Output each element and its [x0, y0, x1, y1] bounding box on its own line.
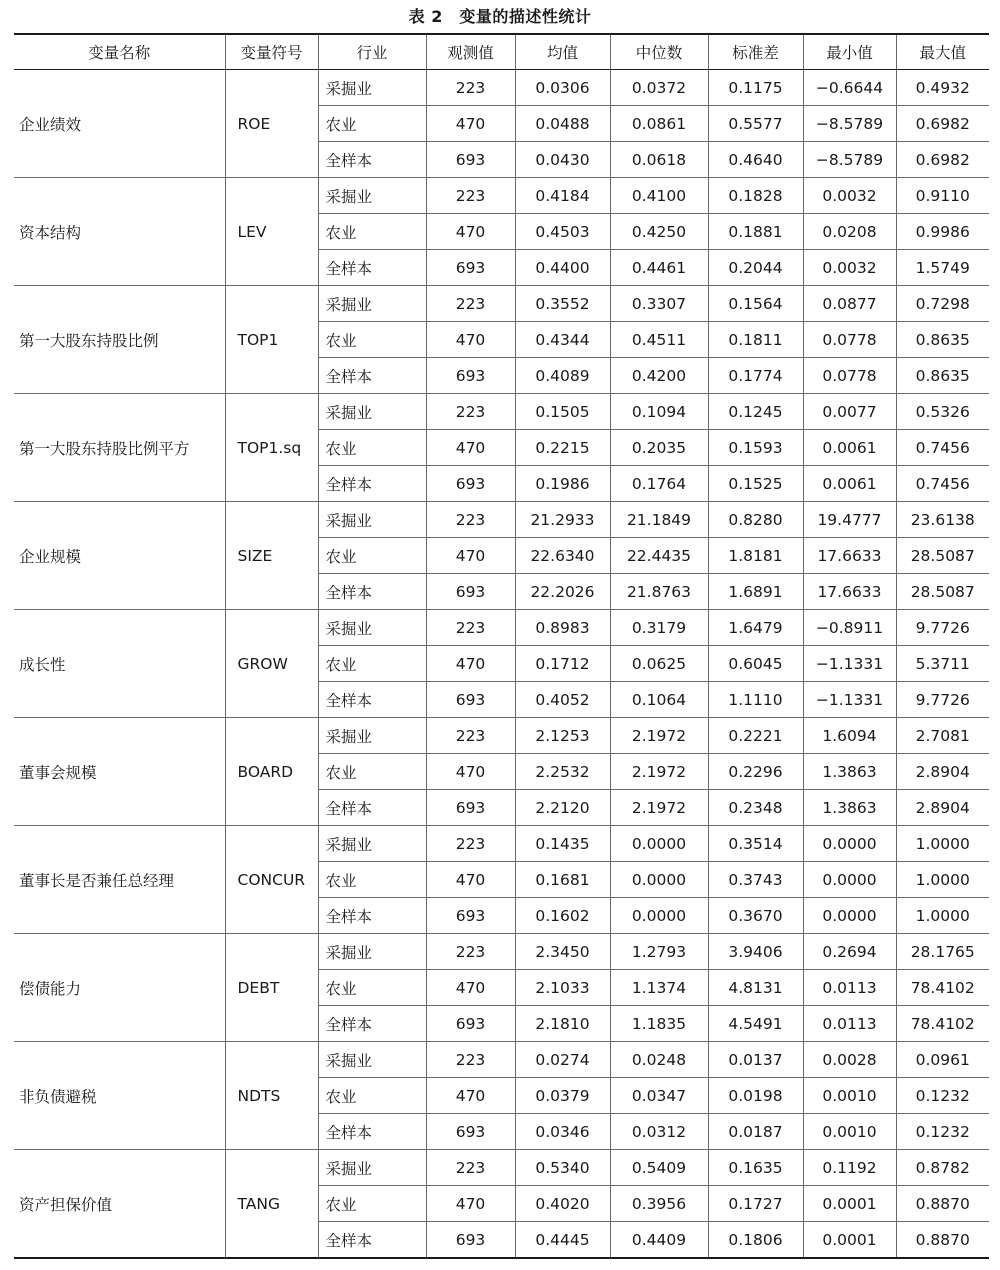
observations-cell: 693 — [426, 682, 515, 718]
table-row — [14, 286, 989, 322]
mean-cell: 22.2026 — [515, 574, 610, 610]
observations-cell: 693 — [426, 790, 515, 826]
median-cell: 0.0248 — [610, 1042, 708, 1078]
max-cell: 0.8635 — [896, 322, 989, 358]
median-cell: 0.0861 — [610, 106, 708, 142]
observations-cell: 470 — [426, 106, 515, 142]
observations-cell: 470 — [426, 1186, 515, 1222]
table-row — [14, 1150, 989, 1186]
max-cell: 0.8870 — [896, 1222, 989, 1259]
mean-cell: 0.1681 — [515, 862, 610, 898]
industry-cell: 全样本 — [318, 574, 426, 610]
max-cell: 0.7456 — [896, 430, 989, 466]
variable-name-cell: 企业绩效 — [14, 70, 225, 178]
variable-symbol-cell: TANG — [225, 1150, 318, 1259]
variable-symbol-cell: GROW — [225, 610, 318, 718]
table-body — [14, 70, 989, 1259]
industry-cell: 采掘业 — [318, 178, 426, 214]
std-dev-cell: 1.8181 — [708, 538, 803, 574]
min-cell: −1.1331 — [803, 646, 896, 682]
median-cell: 1.1374 — [610, 970, 708, 1006]
std-dev-cell: 0.1564 — [708, 286, 803, 322]
min-cell: 0.0113 — [803, 1006, 896, 1042]
mean-cell: 0.0346 — [515, 1114, 610, 1150]
variable-symbol-cell: DEBT — [225, 934, 318, 1042]
industry-cell: 采掘业 — [318, 286, 426, 322]
header-industry: 行业 — [318, 34, 426, 70]
mean-cell: 0.1712 — [515, 646, 610, 682]
observations-cell: 470 — [426, 862, 515, 898]
observations-cell: 470 — [426, 430, 515, 466]
mean-cell: 0.0274 — [515, 1042, 610, 1078]
max-cell: 0.7456 — [896, 466, 989, 502]
variable-name-cell: 董事会规模 — [14, 718, 225, 826]
min-cell: −1.1331 — [803, 682, 896, 718]
mean-cell: 0.0379 — [515, 1078, 610, 1114]
std-dev-cell: 0.1811 — [708, 322, 803, 358]
variable-name-cell: 第一大股东持股比例平方 — [14, 394, 225, 502]
observations-cell: 223 — [426, 1150, 515, 1186]
industry-cell: 全样本 — [318, 358, 426, 394]
median-cell: 0.5409 — [610, 1150, 708, 1186]
observations-cell: 693 — [426, 1006, 515, 1042]
min-cell: 0.0000 — [803, 862, 896, 898]
min-cell: 0.0778 — [803, 322, 896, 358]
industry-cell: 采掘业 — [318, 70, 426, 106]
min-cell: 1.3863 — [803, 790, 896, 826]
min-cell: −0.8911 — [803, 610, 896, 646]
table-row — [14, 178, 989, 214]
std-dev-cell: 1.6891 — [708, 574, 803, 610]
industry-cell: 全样本 — [318, 142, 426, 178]
observations-cell: 223 — [426, 610, 515, 646]
max-cell: 9.7726 — [896, 610, 989, 646]
observations-cell: 470 — [426, 214, 515, 250]
median-cell: 0.3179 — [610, 610, 708, 646]
median-cell: 0.0000 — [610, 898, 708, 934]
variable-symbol-cell: TOP1 — [225, 286, 318, 394]
observations-cell: 223 — [426, 178, 515, 214]
table-row — [14, 826, 989, 862]
observations-cell: 470 — [426, 646, 515, 682]
std-dev-cell: 0.2296 — [708, 754, 803, 790]
median-cell: 21.8763 — [610, 574, 708, 610]
max-cell: 28.5087 — [896, 574, 989, 610]
variable-symbol-cell: SIZE — [225, 502, 318, 610]
max-cell: 0.9110 — [896, 178, 989, 214]
median-cell: 0.4250 — [610, 214, 708, 250]
mean-cell: 0.0488 — [515, 106, 610, 142]
std-dev-cell: 0.3670 — [708, 898, 803, 934]
observations-cell: 223 — [426, 286, 515, 322]
std-dev-cell: 0.1635 — [708, 1150, 803, 1186]
min-cell: 19.4777 — [803, 502, 896, 538]
std-dev-cell: 0.1593 — [708, 430, 803, 466]
mean-cell: 2.1033 — [515, 970, 610, 1006]
max-cell: 0.9986 — [896, 214, 989, 250]
header-row — [14, 34, 989, 70]
max-cell: 0.7298 — [896, 286, 989, 322]
std-dev-cell: 0.2044 — [708, 250, 803, 286]
median-cell: 0.0000 — [610, 826, 708, 862]
min-cell: 0.0208 — [803, 214, 896, 250]
std-dev-cell: 0.1881 — [708, 214, 803, 250]
variable-name-cell: 资产担保价值 — [14, 1150, 225, 1259]
observations-cell: 693 — [426, 250, 515, 286]
observations-cell: 223 — [426, 1042, 515, 1078]
table-row — [14, 394, 989, 430]
median-cell: 2.1972 — [610, 790, 708, 826]
industry-cell: 农业 — [318, 754, 426, 790]
industry-cell: 全样本 — [318, 1222, 426, 1259]
mean-cell: 0.0430 — [515, 142, 610, 178]
min-cell: 17.6633 — [803, 538, 896, 574]
median-cell: 0.4200 — [610, 358, 708, 394]
std-dev-cell: 0.3743 — [708, 862, 803, 898]
table-row — [14, 934, 989, 970]
max-cell: 0.1232 — [896, 1114, 989, 1150]
observations-cell: 693 — [426, 358, 515, 394]
mean-cell: 0.4052 — [515, 682, 610, 718]
mean-cell: 0.1435 — [515, 826, 610, 862]
observations-cell: 223 — [426, 70, 515, 106]
min-cell: 0.0000 — [803, 826, 896, 862]
variable-symbol-cell: NDTS — [225, 1042, 318, 1150]
max-cell: 5.3711 — [896, 646, 989, 682]
std-dev-cell: 0.1828 — [708, 178, 803, 214]
std-dev-cell: 0.0198 — [708, 1078, 803, 1114]
variable-name-cell: 成长性 — [14, 610, 225, 718]
mean-cell: 2.2120 — [515, 790, 610, 826]
industry-cell: 采掘业 — [318, 934, 426, 970]
min-cell: 0.0032 — [803, 178, 896, 214]
max-cell: 28.5087 — [896, 538, 989, 574]
max-cell: 0.5326 — [896, 394, 989, 430]
table-row — [14, 1042, 989, 1078]
std-dev-cell: 0.1727 — [708, 1186, 803, 1222]
min-cell: 0.0000 — [803, 898, 896, 934]
mean-cell: 2.3450 — [515, 934, 610, 970]
industry-cell: 全样本 — [318, 1114, 426, 1150]
industry-cell: 农业 — [318, 214, 426, 250]
median-cell: 1.1835 — [610, 1006, 708, 1042]
mean-cell: 0.1602 — [515, 898, 610, 934]
mean-cell: 21.2933 — [515, 502, 610, 538]
mean-cell: 0.4020 — [515, 1186, 610, 1222]
std-dev-cell: 0.4640 — [708, 142, 803, 178]
industry-cell: 农业 — [318, 322, 426, 358]
max-cell: 1.0000 — [896, 826, 989, 862]
industry-cell: 农业 — [318, 970, 426, 1006]
variable-name-cell: 偿债能力 — [14, 934, 225, 1042]
min-cell: 1.6094 — [803, 718, 896, 754]
mean-cell: 0.4445 — [515, 1222, 610, 1259]
industry-cell: 农业 — [318, 1078, 426, 1114]
mean-cell: 2.1810 — [515, 1006, 610, 1042]
std-dev-cell: 0.3514 — [708, 826, 803, 862]
max-cell: 1.0000 — [896, 898, 989, 934]
industry-cell: 采掘业 — [318, 610, 426, 646]
table-row — [14, 610, 989, 646]
min-cell: 0.0010 — [803, 1114, 896, 1150]
min-cell: 0.0061 — [803, 430, 896, 466]
min-cell: 0.2694 — [803, 934, 896, 970]
max-cell: 0.8870 — [896, 1186, 989, 1222]
mean-cell: 0.4344 — [515, 322, 610, 358]
variable-symbol-cell: TOP1.sq — [225, 394, 318, 502]
max-cell: 0.8635 — [896, 358, 989, 394]
industry-cell: 全样本 — [318, 790, 426, 826]
mean-cell: 0.3552 — [515, 286, 610, 322]
observations-cell: 223 — [426, 394, 515, 430]
header-observations: 观测值 — [426, 34, 515, 70]
min-cell: 0.0778 — [803, 358, 896, 394]
min-cell: 0.0010 — [803, 1078, 896, 1114]
observations-cell: 693 — [426, 142, 515, 178]
median-cell: 0.0372 — [610, 70, 708, 106]
observations-cell: 693 — [426, 898, 515, 934]
table-title: 表 2 变量的描述性统计 — [408, 7, 592, 26]
median-cell: 0.0618 — [610, 142, 708, 178]
industry-cell: 采掘业 — [318, 826, 426, 862]
max-cell: 0.0961 — [896, 1042, 989, 1078]
mean-cell: 0.8983 — [515, 610, 610, 646]
max-cell: 9.7726 — [896, 682, 989, 718]
min-cell: −0.6644 — [803, 70, 896, 106]
std-dev-cell: 0.1245 — [708, 394, 803, 430]
min-cell: −8.5789 — [803, 106, 896, 142]
median-cell: 2.1972 — [610, 754, 708, 790]
variable-name-cell: 董事长是否兼任总经理 — [14, 826, 225, 934]
industry-cell: 农业 — [318, 646, 426, 682]
industry-cell: 全样本 — [318, 466, 426, 502]
table-row — [14, 718, 989, 754]
std-dev-cell: 0.2221 — [708, 718, 803, 754]
min-cell: 0.0028 — [803, 1042, 896, 1078]
header-min: 最小值 — [803, 34, 896, 70]
mean-cell: 0.2215 — [515, 430, 610, 466]
observations-cell: 223 — [426, 502, 515, 538]
variable-symbol-cell: CONCUR — [225, 826, 318, 934]
observations-cell: 470 — [426, 754, 515, 790]
header-median: 中位数 — [610, 34, 708, 70]
std-dev-cell: 0.0137 — [708, 1042, 803, 1078]
industry-cell: 采掘业 — [318, 502, 426, 538]
header-variable-symbol: 变量符号 — [225, 34, 318, 70]
mean-cell: 0.0306 — [515, 70, 610, 106]
industry-cell: 采掘业 — [318, 1150, 426, 1186]
industry-cell: 农业 — [318, 430, 426, 466]
variable-name-cell: 资本结构 — [14, 178, 225, 286]
median-cell: 22.4435 — [610, 538, 708, 574]
std-dev-cell: 0.6045 — [708, 646, 803, 682]
median-cell: 0.0312 — [610, 1114, 708, 1150]
observations-cell: 223 — [426, 718, 515, 754]
min-cell: 17.6633 — [803, 574, 896, 610]
mean-cell: 0.5340 — [515, 1150, 610, 1186]
mean-cell: 0.4089 — [515, 358, 610, 394]
median-cell: 2.1972 — [610, 718, 708, 754]
max-cell: 0.6982 — [896, 142, 989, 178]
industry-cell: 采掘业 — [318, 718, 426, 754]
max-cell: 0.4932 — [896, 70, 989, 106]
min-cell: 0.0877 — [803, 286, 896, 322]
mean-cell: 2.2532 — [515, 754, 610, 790]
median-cell: 0.0347 — [610, 1078, 708, 1114]
max-cell: 0.1232 — [896, 1078, 989, 1114]
median-cell: 21.1849 — [610, 502, 708, 538]
median-cell: 0.1064 — [610, 682, 708, 718]
std-dev-cell: 1.1110 — [708, 682, 803, 718]
std-dev-cell: 0.1806 — [708, 1222, 803, 1259]
observations-cell: 693 — [426, 1114, 515, 1150]
std-dev-cell: 0.1525 — [708, 466, 803, 502]
max-cell: 23.6138 — [896, 502, 989, 538]
industry-cell: 农业 — [318, 862, 426, 898]
descriptive-statistics-table — [14, 33, 989, 1259]
max-cell: 28.1765 — [896, 934, 989, 970]
median-cell: 0.2035 — [610, 430, 708, 466]
industry-cell: 全样本 — [318, 1006, 426, 1042]
min-cell: 0.0061 — [803, 466, 896, 502]
min-cell: 0.0032 — [803, 250, 896, 286]
std-dev-cell: 0.2348 — [708, 790, 803, 826]
max-cell: 2.8904 — [896, 790, 989, 826]
industry-cell: 农业 — [318, 1186, 426, 1222]
industry-cell: 全样本 — [318, 250, 426, 286]
min-cell: 0.0113 — [803, 970, 896, 1006]
median-cell: 0.3956 — [610, 1186, 708, 1222]
min-cell: 0.0001 — [803, 1222, 896, 1259]
header-max: 最大值 — [896, 34, 989, 70]
observations-cell: 693 — [426, 466, 515, 502]
table-row — [14, 70, 989, 106]
min-cell: 0.0001 — [803, 1186, 896, 1222]
std-dev-cell: 4.5491 — [708, 1006, 803, 1042]
table-row — [14, 502, 989, 538]
std-dev-cell: 0.1774 — [708, 358, 803, 394]
std-dev-cell: 4.8131 — [708, 970, 803, 1006]
industry-cell: 农业 — [318, 538, 426, 574]
median-cell: 1.2793 — [610, 934, 708, 970]
mean-cell: 0.4400 — [515, 250, 610, 286]
median-cell: 0.4511 — [610, 322, 708, 358]
industry-cell: 采掘业 — [318, 1042, 426, 1078]
median-cell: 0.3307 — [610, 286, 708, 322]
median-cell: 0.4100 — [610, 178, 708, 214]
mean-cell: 22.6340 — [515, 538, 610, 574]
max-cell: 0.6982 — [896, 106, 989, 142]
variable-symbol-cell: LEV — [225, 178, 318, 286]
mean-cell: 2.1253 — [515, 718, 610, 754]
std-dev-cell: 0.1175 — [708, 70, 803, 106]
std-dev-cell: 0.8280 — [708, 502, 803, 538]
observations-cell: 470 — [426, 1078, 515, 1114]
median-cell: 0.4409 — [610, 1222, 708, 1259]
median-cell: 0.0625 — [610, 646, 708, 682]
variable-name-cell: 企业规模 — [14, 502, 225, 610]
max-cell: 1.5749 — [896, 250, 989, 286]
max-cell: 78.4102 — [896, 970, 989, 1006]
industry-cell: 全样本 — [318, 682, 426, 718]
industry-cell: 农业 — [318, 106, 426, 142]
observations-cell: 223 — [426, 826, 515, 862]
median-cell: 0.4461 — [610, 250, 708, 286]
median-cell: 0.1764 — [610, 466, 708, 502]
min-cell: 1.3863 — [803, 754, 896, 790]
std-dev-cell: 3.9406 — [708, 934, 803, 970]
variable-name-cell: 第一大股东持股比例 — [14, 286, 225, 394]
min-cell: 0.0077 — [803, 394, 896, 430]
observations-cell: 470 — [426, 970, 515, 1006]
mean-cell: 0.1986 — [515, 466, 610, 502]
min-cell: 0.1192 — [803, 1150, 896, 1186]
observations-cell: 693 — [426, 1222, 515, 1259]
max-cell: 0.8782 — [896, 1150, 989, 1186]
max-cell: 2.8904 — [896, 754, 989, 790]
variable-name-cell: 非负债避税 — [14, 1042, 225, 1150]
std-dev-cell: 1.6479 — [708, 610, 803, 646]
header-mean: 均值 — [515, 34, 610, 70]
max-cell: 2.7081 — [896, 718, 989, 754]
observations-cell: 470 — [426, 538, 515, 574]
observations-cell: 693 — [426, 574, 515, 610]
industry-cell: 采掘业 — [318, 394, 426, 430]
min-cell: −8.5789 — [803, 142, 896, 178]
mean-cell: 0.4503 — [515, 214, 610, 250]
median-cell: 0.1094 — [610, 394, 708, 430]
observations-cell: 470 — [426, 322, 515, 358]
variable-symbol-cell: ROE — [225, 70, 318, 178]
variable-symbol-cell: BOARD — [225, 718, 318, 826]
std-dev-cell: 0.5577 — [708, 106, 803, 142]
max-cell: 1.0000 — [896, 862, 989, 898]
median-cell: 0.0000 — [610, 862, 708, 898]
mean-cell: 0.4184 — [515, 178, 610, 214]
max-cell: 78.4102 — [896, 1006, 989, 1042]
mean-cell: 0.1505 — [515, 394, 610, 430]
header-std-dev: 标准差 — [708, 34, 803, 70]
industry-cell: 全样本 — [318, 898, 426, 934]
observations-cell: 223 — [426, 934, 515, 970]
std-dev-cell: 0.0187 — [708, 1114, 803, 1150]
header-variable-name: 变量名称 — [14, 34, 225, 70]
